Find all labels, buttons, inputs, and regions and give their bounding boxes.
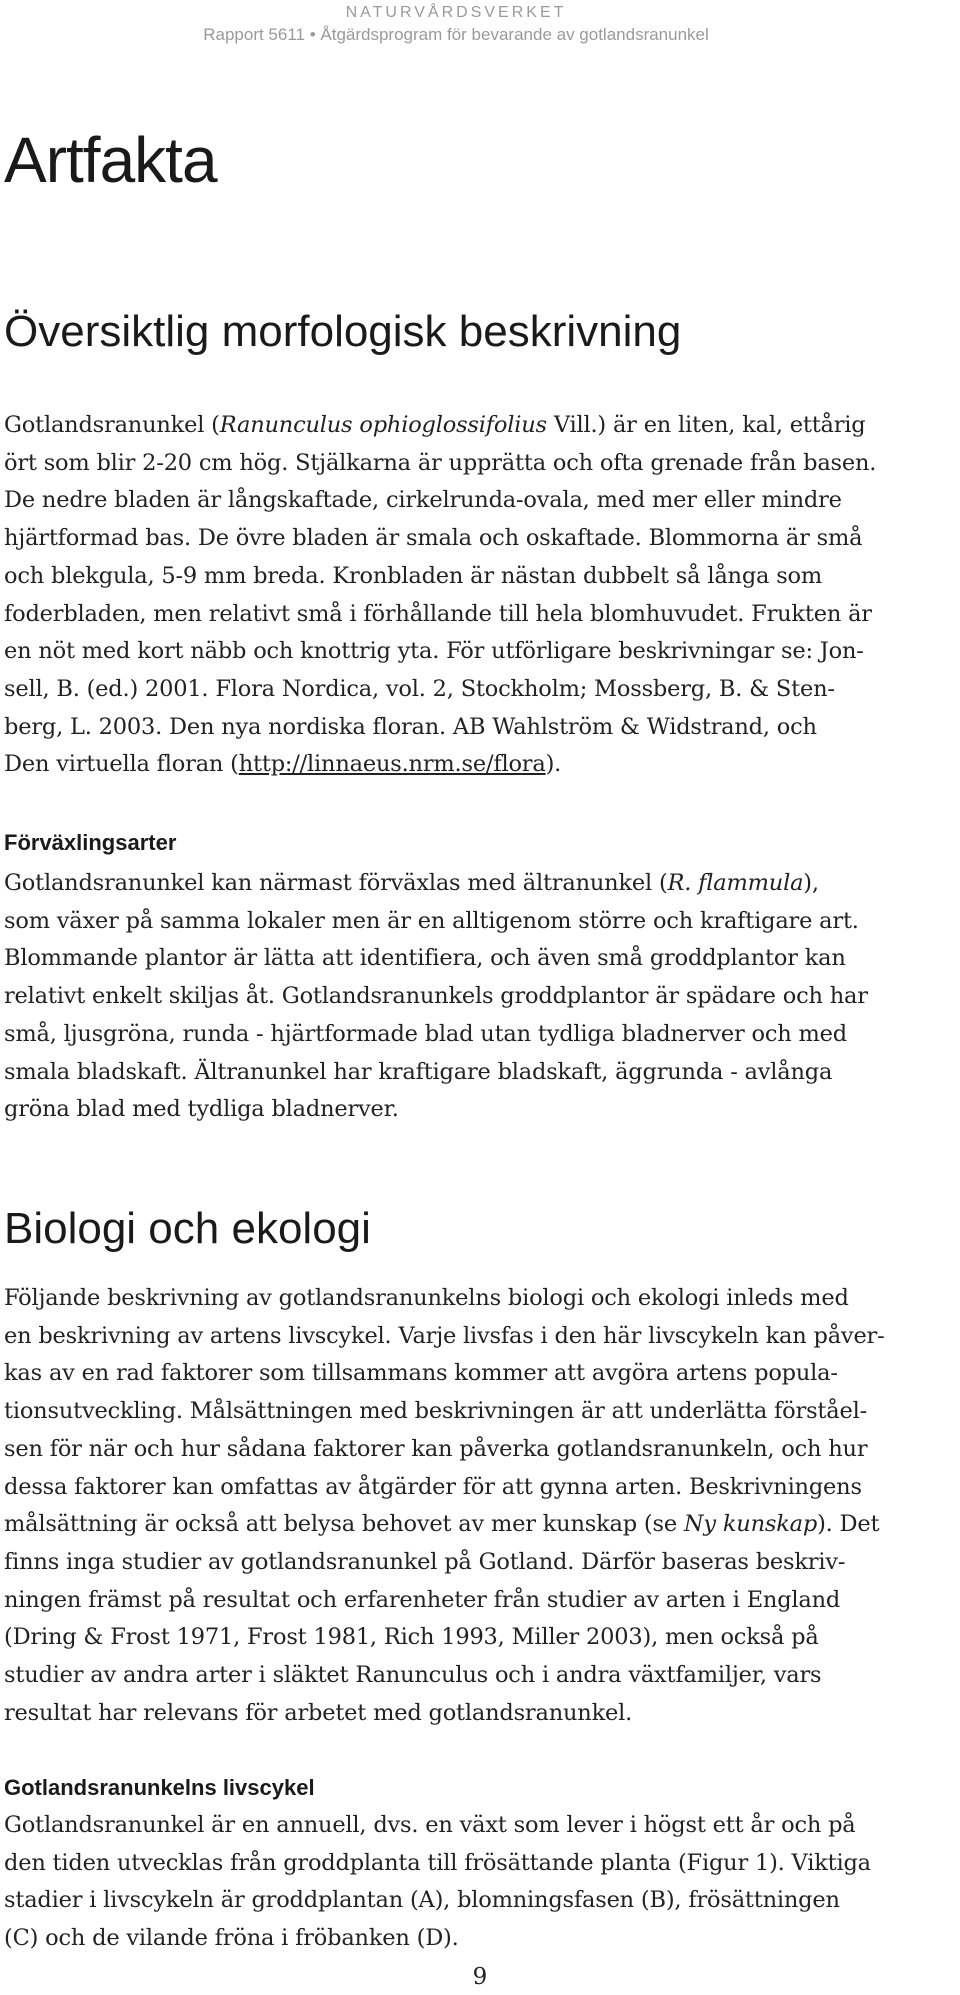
text-line: ört som blir 2-20 cm hög. Stjälkarna är upprätta och ofta grenade från basen. (4, 449, 877, 476)
section-heading-morphology: Översiktlig morfologisk beskrivning (4, 307, 682, 356)
text-line: De nedre bladen är långskaftade, cirkelrunda-ovala, med mer eller mindre (4, 487, 842, 514)
text-line: sen för när och hur sådana faktorer kan påverka gotlandsranunkeln, och hur (4, 1435, 868, 1462)
text-line: tionsutveckling. Målsättningen med beskrivningen är att underlätta förståel- (4, 1398, 867, 1425)
page-number: 9 (472, 1964, 488, 1990)
text-line: Den virtuella floran (http://linnaeus.nrm.se/flora). (4, 751, 562, 778)
species-name: Ranunculus ophioglossifolius (219, 412, 547, 438)
text-line: Gotlandsranunkel är en annuell, dvs. en växt som lever i högst ett år och på (4, 1812, 856, 1838)
text-line: en beskrivning av artens livscykel. Varje livsfas i den här livscykeln kan påver- (4, 1322, 885, 1349)
subheading-life-cycle: Gotlandsranunkelns livscykel (4, 1775, 315, 1800)
text-line: studier av andra arter i släktet Ranunculus och i andra växtfamiljer, vars (4, 1662, 822, 1689)
text-line: foderbladen, men relativt små i förhållande till hela blomhuvudet. Frukten är (4, 600, 872, 627)
text-line: finns inga studier av gotlandsranunkel på Gotland. Därför baseras beskriv- (4, 1548, 846, 1575)
text-line: (Dring & Frost 1971, Frost 1981, Rich 1993, Miller 2003), men också på (4, 1624, 819, 1651)
paragraph-life-cycle (4, 1807, 954, 1958)
text-line: som växer på samma lokaler men är en alltigenom större och kraftigare art. (4, 907, 859, 934)
text-line: berg, L. 2003. Den nya nordiska floran. AB Wahlström & Widstrand, och (4, 713, 817, 740)
text-line: ningen främst på resultat och erfarenheter från studier av arten i England (4, 1586, 841, 1613)
text-line: gröna blad med tydliga bladnerver. (4, 1096, 399, 1123)
flora-link[interactable]: http://linnaeus.nrm.se/flora (238, 751, 546, 778)
text-line: stadier i livscykeln är groddplantan (A), blomningsfasen (B), frösättningen (4, 1887, 840, 1914)
text-line: hjärtformad bas. De övre bladen är smala och oskaftade. Blommorna är små (4, 525, 863, 552)
header-report-title: Rapport 5611 • Åtgärdsprogram för bevarande av gotlandsranunkel (203, 25, 709, 44)
text-line: relativt enkelt skiljas åt. Gotlandsranunkels groddplantor är spädare och har (4, 983, 868, 1010)
text-line: en nöt med kort näbb och knottrig yta. För utförligare beskrivningar se: Jon- (4, 638, 864, 665)
text-line: dessa faktorer kan omfattas av åtgärder för att gynna arten. Beskrivningens (4, 1473, 862, 1500)
running-header (176, 0, 736, 46)
subheading-lookalike-species: Förväxlingsarter (4, 830, 177, 855)
text-line: den tiden utvecklas från groddplanta till frösättande planta (Figur 1). Viktiga (4, 1849, 871, 1876)
text-line: kas av en rad faktorer som tillsammans kommer att avgöra artens popula- (4, 1360, 838, 1387)
section-heading-biology: Biologi och ekologi (4, 1204, 371, 1253)
page-title: Artfakta (4, 124, 217, 196)
text-line: resultat har relevans för arbetet med gotlandsranunkel. (4, 1699, 633, 1726)
text-line: sell, B. (ed.) 2001. Flora Nordica, vol. 2, Stockholm; Mossberg, B. & Sten- (4, 675, 835, 702)
text-line: Följande beskrivning av gotlandsranunkelns biologi och ekologi inleds med (4, 1285, 849, 1311)
header-organization: NATURVÅRDSVERKET (345, 4, 567, 21)
text-line: Gotlandsranunkel kan närmast förväxlas med ältranunkel (R. flammula), (4, 870, 819, 896)
text-line: (C) och de vilande fröna i fröbanken (D). (4, 1925, 459, 1952)
paragraph-lookalike-species (4, 865, 954, 1129)
cross-reference: Ny kunskap (683, 1511, 818, 1538)
text-line: och blekgula, 5-9 mm breda. Kronbladen är nästan dubbelt så långa som (4, 562, 823, 589)
text-line: målsättning är också att belysa behovet av mer kunskap (se Ny kunskap). Det (4, 1511, 880, 1538)
text-line: små, ljusgröna, runda - hjärtformade blad utan tydliga bladnerver och med (4, 1020, 847, 1047)
paragraph-biology (4, 1280, 954, 1732)
text-line: Gotlandsranunkel (Ranunculus ophioglossifolius Vill.) är en liten, kal, ettårig (4, 412, 866, 438)
paragraph-morphology (4, 407, 954, 784)
text-line: Blommande plantor är lätta att identifiera, och även små groddplantor kan (4, 945, 846, 972)
species-name: R. flammula (667, 870, 804, 896)
text-line: smala bladskaft. Ältranunkel har kraftigare bladskaft, äggrunda - avlånga (4, 1058, 833, 1085)
